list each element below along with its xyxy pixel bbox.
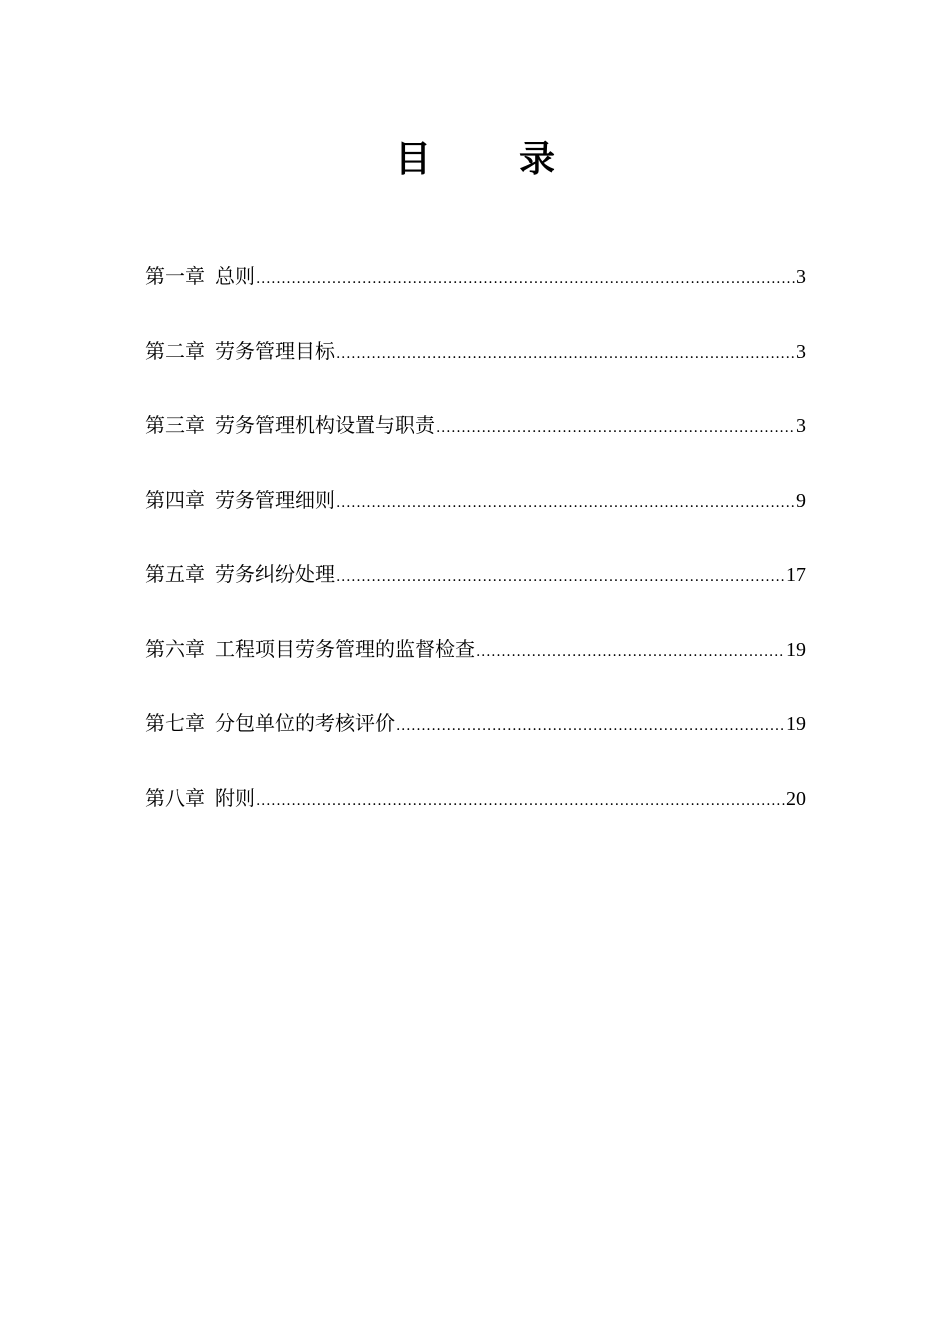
toc-list [145,258,806,854]
toc-entry-title: 劳务管理目标 [215,338,335,363]
toc-chapter-number: 第四章 [145,487,205,512]
toc-entry-title: 劳务纠纷处理 [215,562,335,586]
toc-page-number: 3 [796,266,806,288]
toc-heading-char-2: 录 [519,139,556,180]
toc-dot-leader [476,634,785,670]
toc-entry-title: 劳务管理细则 [215,487,335,512]
toc-chapter-number: 第一章 [145,264,205,288]
toc-entry-title: 总则 [215,264,255,288]
toc-dot-leader [336,485,795,521]
toc-heading [0,138,950,182]
toc-entry-title: 工程项目劳务管理的监督检查 [215,636,475,661]
toc-chapter-number: 第六章 [145,636,205,661]
toc-entry-title: 附则 [215,785,255,810]
toc-dot-leader [256,783,785,819]
toc-dot-leader [336,336,795,372]
toc-heading-char-1: 目 [394,139,431,180]
toc-chapter-number: 第八章 [145,785,205,810]
toc-dot-leader [256,261,795,297]
toc-entry-title: 劳务管理机构设置与职责 [215,413,435,437]
toc-dot-leader [436,410,795,446]
toc-chapter-number: 第七章 [145,711,205,735]
toc-entry[interactable] [145,556,806,631]
toc-page-number: 20 [786,787,806,810]
toc-chapter-number: 第二章 [145,338,205,363]
toc-dot-leader [396,708,785,744]
toc-page-number: 9 [796,489,806,512]
toc-page-number: 19 [786,713,806,735]
toc-chapter-number: 第三章 [145,413,205,437]
toc-entry[interactable] [145,407,806,482]
toc-entry[interactable] [145,482,806,557]
toc-entry[interactable] [145,333,806,408]
toc-entry[interactable] [145,258,806,333]
toc-page-number: 3 [796,340,806,363]
toc-page-number: 3 [796,415,806,437]
toc-page-number: 17 [786,564,806,586]
toc-entry[interactable] [145,631,806,706]
toc-page-number: 19 [786,638,806,661]
toc-entry-title: 分包单位的考核评价 [215,711,395,735]
toc-chapter-number: 第五章 [145,562,205,586]
toc-dot-leader [336,559,785,595]
toc-entry[interactable] [145,705,806,780]
toc-entry[interactable] [145,780,806,855]
